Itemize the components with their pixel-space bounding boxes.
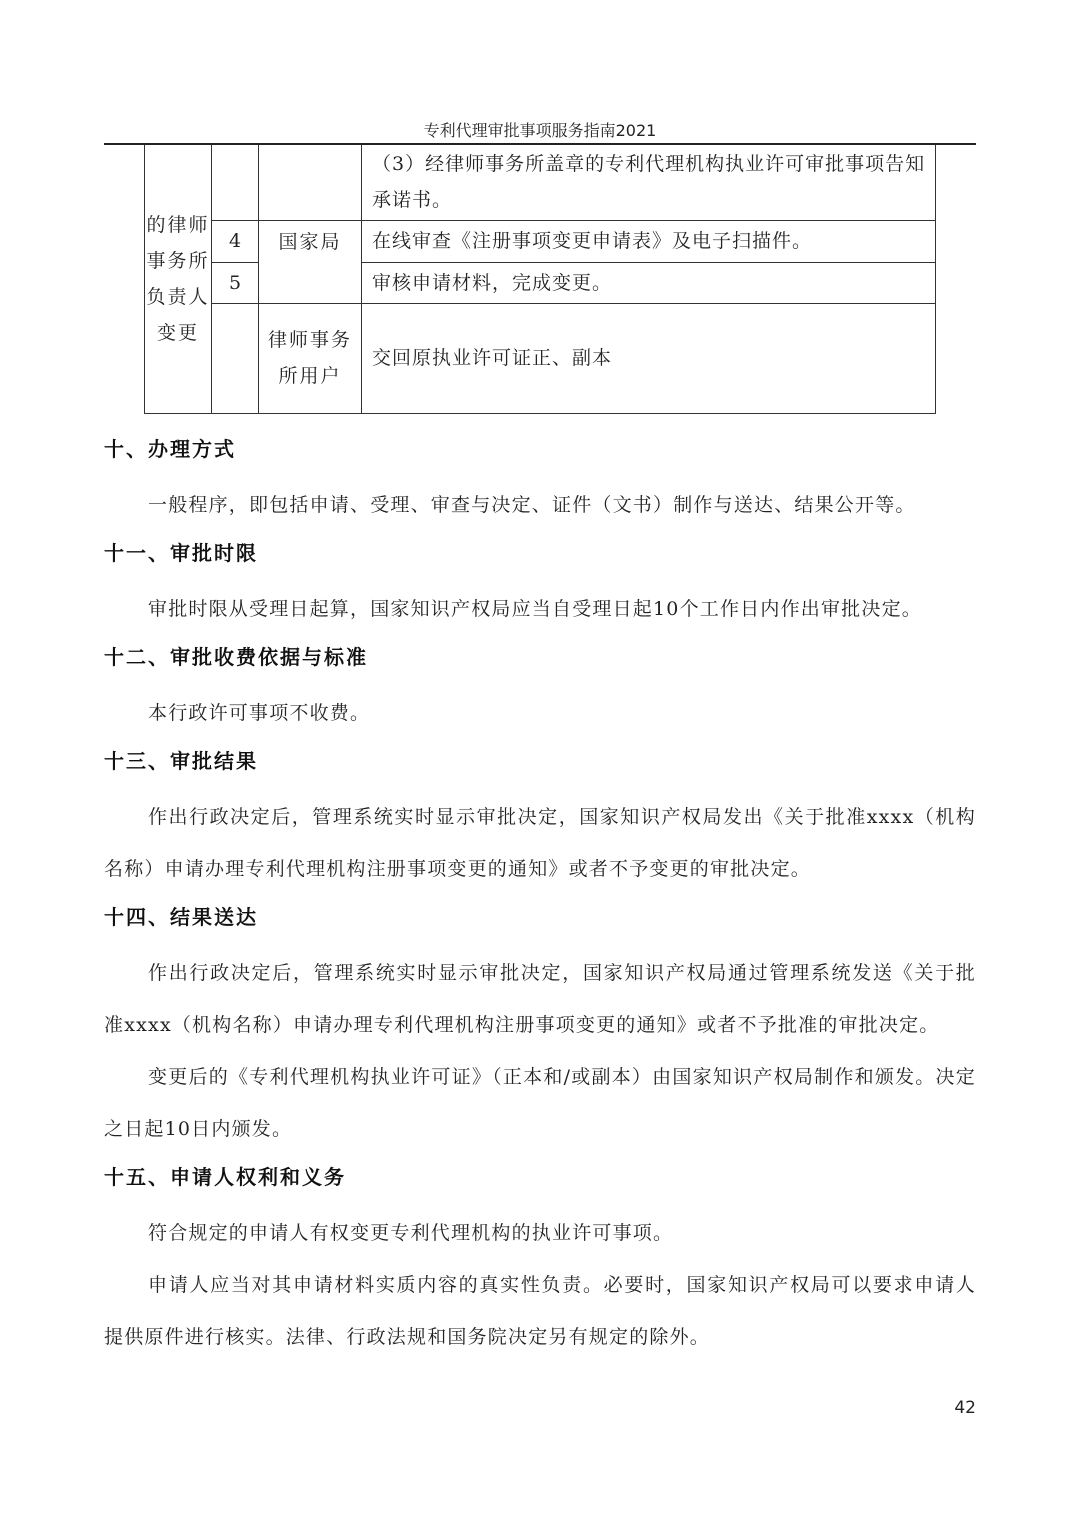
paragraph: 审批时限从受理日起算，国家知识产权局应当自受理日起10个工作日内作出审批决定。 xyxy=(148,598,922,620)
section-result xyxy=(104,739,976,895)
page-number: 42 xyxy=(954,1398,976,1418)
description-cell: 审核申请材料，完成变更。 xyxy=(362,262,936,303)
description-cell: （3）经律师事务所盖章的专利代理机构执业许可审批事项告知承诺书。 xyxy=(362,145,936,220)
category-cell: 的律师事务所负责人变更 xyxy=(145,145,212,413)
section-fees xyxy=(104,635,976,739)
table-row xyxy=(145,145,936,220)
section-delivery xyxy=(104,895,976,1155)
paragraph: 本行政许可事项不收费。 xyxy=(148,702,371,724)
running-header: 专利代理审批事项服务指南2021 xyxy=(423,121,657,140)
table-row xyxy=(145,220,936,262)
table-row xyxy=(145,303,936,413)
section-rights-obligations xyxy=(104,1155,976,1363)
actor-cell: 律师事务所用户 xyxy=(259,303,362,413)
section-heading: 十五、申请人权利和义务 xyxy=(104,1165,346,1189)
step-cell: 4 xyxy=(212,220,259,262)
paragraph: 作出行政决定后，管理系统实时显示审批决定，国家知识产权局通过管理系统发送《关于批准xxxx（机构名称）申请办理专利代理机构注册事项变更的通知》或者不予批准的审批决定。 xyxy=(104,962,976,1036)
description-cell: 交回原执业许可证正、副本 xyxy=(362,303,936,413)
section-heading: 十二、审批收费依据与标准 xyxy=(104,645,368,669)
paragraph: 作出行政决定后，管理系统实时显示审批决定，国家知识产权局发出《关于批准xxxx（机构名称）申请办理专利代理机构注册事项变更的通知》或者不予变更的审批决定。 xyxy=(104,806,976,880)
section-heading: 十一、审批时限 xyxy=(104,541,258,565)
procedure-table xyxy=(144,145,936,414)
paragraph: 申请人应当对其申请材料实质内容的真实性负责。必要时，国家知识产权局可以要求申请人提供原件进行核实。法律、行政法规和国务院决定另有规定的除外。 xyxy=(104,1274,976,1348)
paragraph: 变更后的《专利代理机构执业许可证》（正本和/或副本）由国家知识产权局制作和颁发。决定之日起10日内颁发。 xyxy=(104,1066,976,1140)
paragraph: 符合规定的申请人有权变更专利代理机构的执业许可事项。 xyxy=(148,1222,674,1244)
paragraph: 一般程序，即包括申请、受理、审查与决定、证件（文书）制作与送达、结果公开等。 xyxy=(148,494,916,516)
step-cell xyxy=(212,303,259,413)
actor-cell: 国家局 xyxy=(259,220,362,303)
section-heading: 十四、结果送达 xyxy=(104,905,258,929)
section-heading: 十、办理方式 xyxy=(104,437,236,461)
step-cell: 5 xyxy=(212,262,259,303)
section-time-limit xyxy=(104,531,976,635)
step-cell xyxy=(212,145,259,220)
section-heading: 十三、审批结果 xyxy=(104,749,258,773)
description-cell: 在线审查《注册事项变更申请表》及电子扫描件。 xyxy=(362,220,936,262)
actor-cell xyxy=(259,145,362,220)
section-mode xyxy=(104,427,976,531)
document-body xyxy=(104,427,976,1363)
